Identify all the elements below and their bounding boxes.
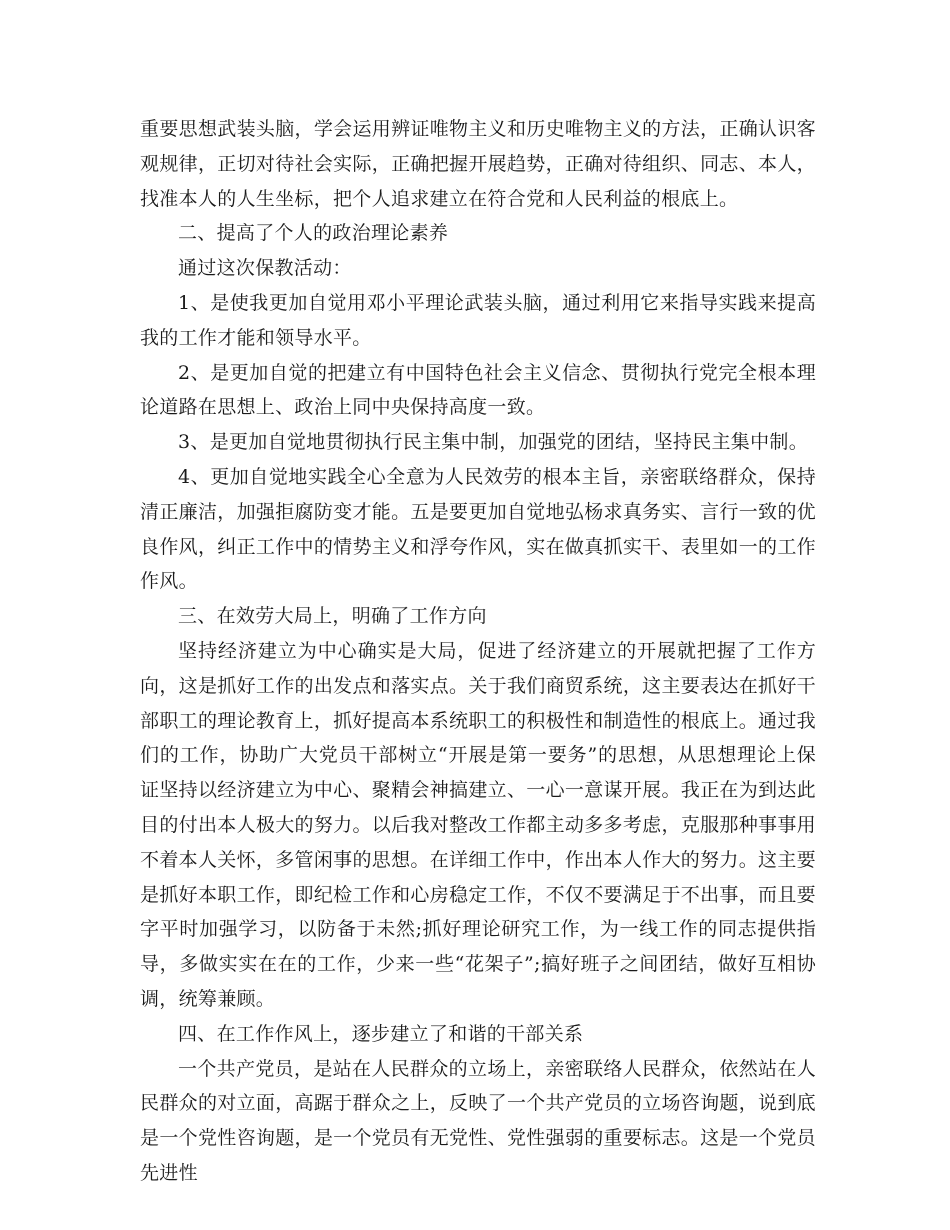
paragraph-continuation: 重要思想武装头脑，学会运用辨证唯物主义和历史唯物主义的方法，正确认识客观规律，正切对待社会实际，正确把握开展趋势，正确对待组织、同志、本人，找准本人的人生坐标，把个人追求建立在符合党和人民利益的根底上。	[140, 118, 816, 210]
section-heading-3: 三、在效劳大局上，明确了工作方向	[178, 605, 487, 628]
list-item-4: 4、更加自觉地实践全心全意为人民效劳的根本主旨，亲密联络群众，保持清正廉洁，加强拒腐防变才能。五是要更加自觉地弘杨求真务实、言行一致的优良作风，纠正工作中的情势主义和浮夸作风，实在做真抓实干、表里如一的工作作风。	[140, 465, 816, 593]
section-heading-4: 四、在工作作风上，逐步建立了和谐的干部关系	[178, 1022, 584, 1045]
paragraph-body: 坚持经济建立为中心确实是大局，促进了经济建立的开展就把握了工作方向，这是抓好工作的出发点和落实点。关于我们商贸系统，这主要表达在抓好干部职工的理论教育上，抓好提高本系统职工的积极性和制造性的根底上。通过我们的工作，协助广大党员干部树立“开展是第一要务”的思想，从思想理论上保证坚持以经济建立为中心、聚精会神搞建立、一心一意谋开展。我正在为到达此目的付出本人极大的努力。以后我对整改工作都主动多多考虑，克服那种事事用不着本人关怀，多管闲事的思想。在详细工作中，作出本人作大的努力。这主要是抓好本职工作，即纪检工作和心房稳定工作，不仅不要满足于不出事，而且要字平时加强学习，以防备于未然;抓好理论研究工作，为一线工作的同志提供指导，多做实实在在的工作，少来一些“花架子”;搞好班子之间团结，做好互相协调，统筹兼顾。	[140, 639, 816, 1010]
list-item-1: 1、是使我更加自觉用邓小平理论武装头脑，通过利用它来指导实践来提高我的工作才能和领导水平。	[140, 291, 816, 349]
paragraph-body-final: 一个共产党员，是站在人民群众的立场上，亲密联络人民群众，依然站在人民群众的对立面，高踞于群众之上，反映了一个共产党员的立场咨询题，说到底是一个党性咨询题，是一个党员有无党性、党性强弱的重要标志。这是一个党员先进性	[140, 1057, 816, 1184]
list-item-2: 2、是更加自觉的把建立有中国特色社会主义信念、贯彻执行党完全根本理论道路在思想上、政治上同中央保持高度一致。	[140, 361, 816, 419]
list-item-3: 3、是更加自觉地贯彻执行民主集中制，加强党的团结，坚持民主集中制。	[178, 431, 808, 454]
section-heading-2: 二、提高了个人的政治理论素养	[178, 222, 449, 245]
document-body	[140, 112, 816, 1191]
paragraph-intro: 通过这次保教活动：	[178, 257, 352, 280]
